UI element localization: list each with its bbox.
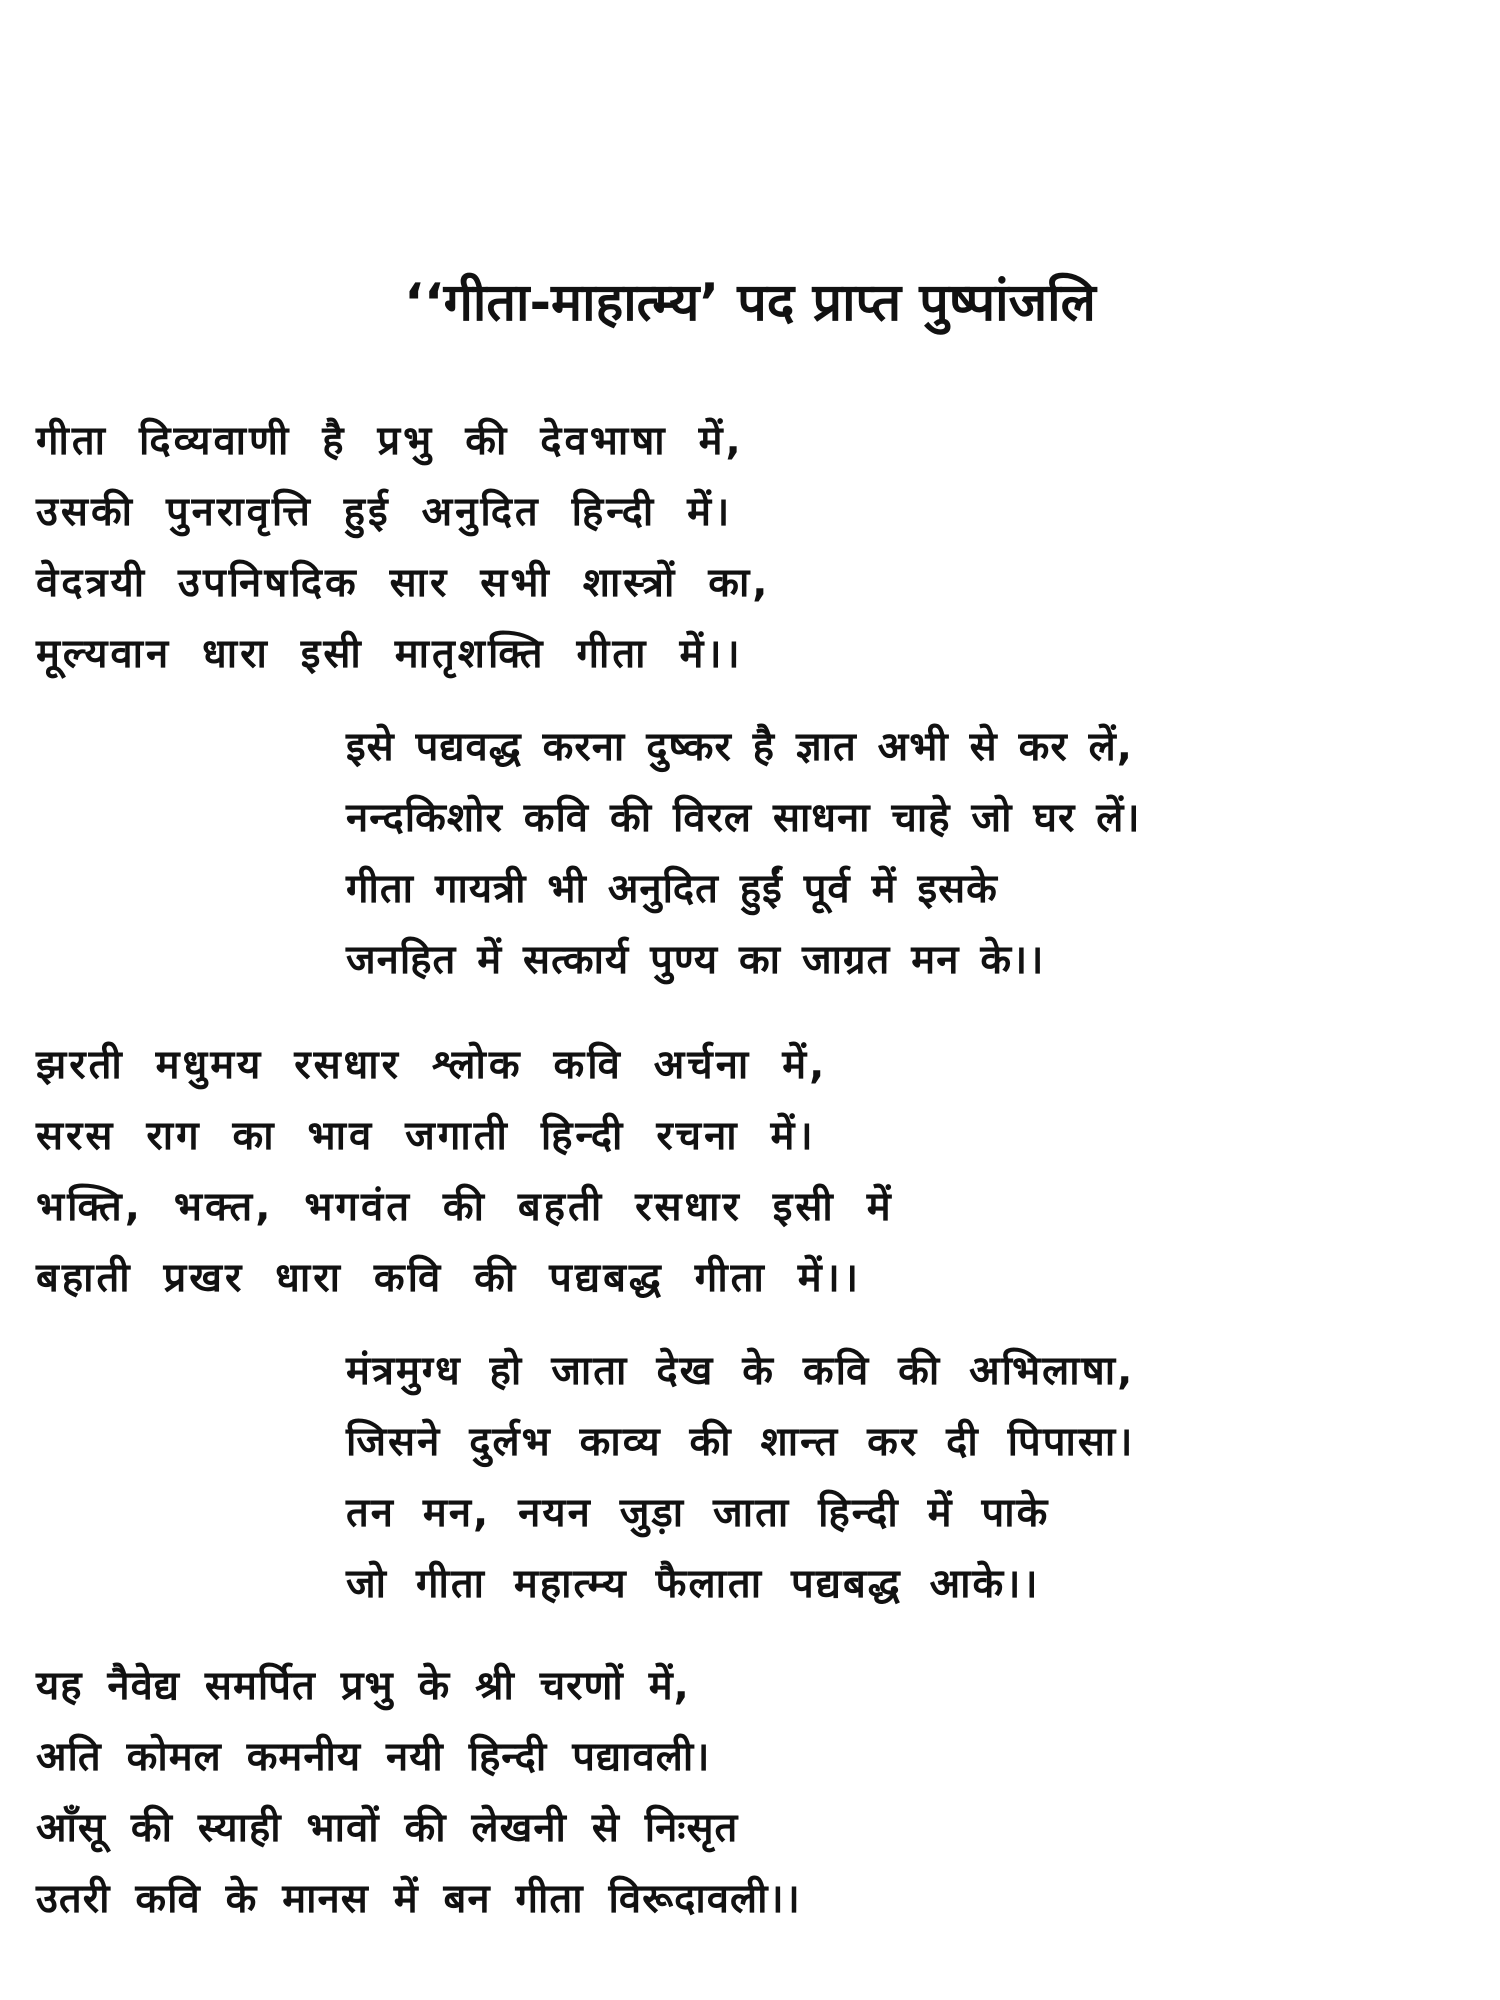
stanza-4	[346, 1336, 1134, 1620]
verse-line: वेदत्रयी उपनिषदिक सार सभी शास्त्रों का,	[36, 560, 771, 606]
verse-line: झरती मधुमय रसधार श्लोक कवि अर्चना में,	[36, 1042, 828, 1088]
verse-line: नन्दकिशोर कवि की विरल साधना चाहे जो घर लें।	[346, 795, 1141, 841]
verse-line: जनहित में सत्कार्य पुण्य का जाग्रत मन के।।	[346, 937, 1045, 983]
stanza-3	[36, 1030, 894, 1314]
verse-line: भक्ति, भक्त, भगवंत की बहती रसधार इसी में	[36, 1184, 894, 1230]
verse-line: मूल्यवान धारा इसी मातृशक्ति गीता में।।	[36, 631, 743, 677]
verse-line: गीता दिव्यवाणी है प्रभु की देवभाषा में,	[36, 418, 744, 464]
verse-line: उसकी पुनरावृत्ति हुई अनुदित हिन्दी में।	[36, 489, 733, 535]
verse-line: मंत्रमुग्ध हो जाता देख के कवि की अभिलाषा,	[346, 1348, 1135, 1394]
verse-line: बहाती प्रखर धारा कवि की पद्यबद्ध गीता में।।	[36, 1255, 861, 1301]
verse-line: जिसने दुर्लभ काव्य की शान्त कर दी पिपासा।	[346, 1419, 1135, 1465]
verse-line: यह नैवेद्य समर्पित प्रभु के श्री चरणों में,	[36, 1663, 690, 1709]
verse-line: गीता गायत्री भी अनुदित हुईं पूर्व में इसके	[346, 866, 998, 912]
stanza-1	[36, 406, 771, 690]
verse-line: अति कोमल कमनीय नयी हिन्दी पद्यावली।	[36, 1734, 711, 1780]
verse-line: आँसू की स्याही भावों की लेखनी से निःसृत	[36, 1805, 739, 1851]
stanza-5	[36, 1651, 801, 1935]
verse-line: उतरी कवि के मानस में बन गीता विरूदावली।।	[36, 1876, 801, 1922]
verse-line: जो गीता महात्म्य फैलाता पद्यबद्ध आके।।	[346, 1561, 1040, 1607]
verse-line: तन मन, नयन जुड़ा जाता हिन्दी में पाके	[346, 1490, 1050, 1536]
verse-line: सरस राग का भाव जगाती हिन्दी रचना में।	[36, 1113, 816, 1159]
page-title: ‘‘गीता-माहात्म्य’ पद प्राप्त पुष्पांजलि	[404, 273, 1096, 333]
verse-line: इसे पद्यवद्ध करना दुष्कर है ज्ञात अभी से कर लें,	[346, 724, 1133, 770]
stanza-2	[346, 712, 1141, 996]
